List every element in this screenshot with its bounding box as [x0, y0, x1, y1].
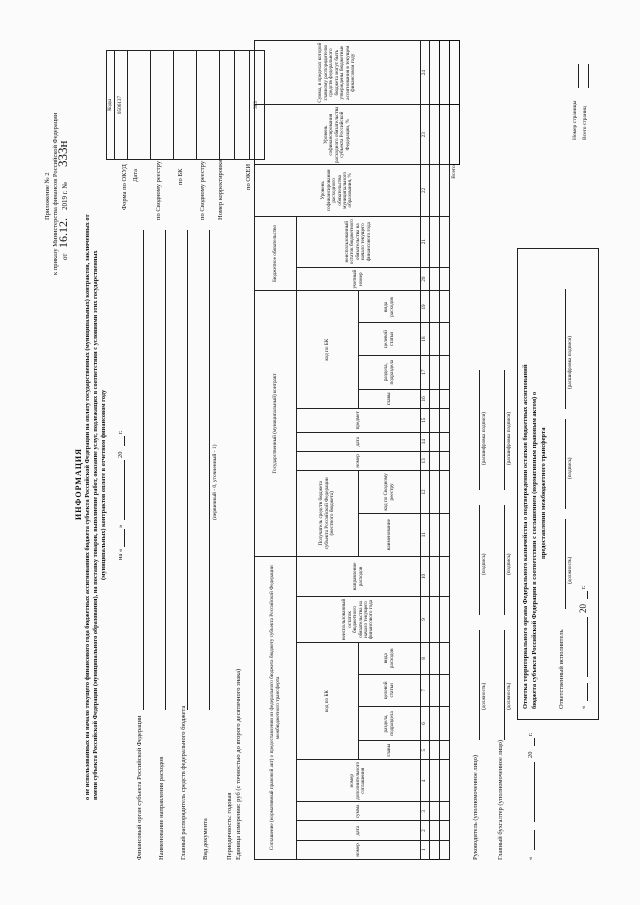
field-main-manager: Главный распорядитель средств федерального бюджета [180, 705, 187, 860]
th-level-municipal: Уровень софинансирования расходного обязательства муниципального образования, % [255, 165, 421, 216]
th-purpose: направление расходов [297, 556, 421, 597]
th-celevoi: целевой статьи [359, 674, 421, 706]
col-num: 20 [421, 267, 430, 291]
sign-date-prefix: « [527, 856, 534, 860]
code-okei: 383 [250, 51, 265, 160]
exec-date-g: г. [580, 585, 587, 589]
field-fin-organ: Финансовый орган субъекта Российской Федерации [136, 715, 143, 860]
th-vid: вида расходов [359, 642, 421, 674]
col-num: 24 [421, 41, 430, 105]
th-c-number: номер [297, 451, 421, 470]
col-num: 11 [421, 513, 430, 556]
code-reestr-2 [197, 51, 220, 160]
col-num: 1 [421, 840, 430, 859]
th-recipient-code: код по Сводному реестру [359, 471, 421, 514]
order-line: к приказу Министерства финансов Российской Федерации [52, 112, 59, 275]
label-bk: по БК [177, 168, 184, 185]
appendix-label: Приложение № 2 [44, 172, 51, 220]
col-num: 22 [421, 165, 430, 216]
exec-signature-hint: (подпись) [567, 457, 573, 479]
th-sum: сумма [297, 802, 421, 821]
order-date: 16.12. [56, 218, 70, 248]
head-decoding-hint: (расшифровка подписи) [481, 412, 487, 465]
label-date: Дата [132, 169, 139, 182]
treasury-title-3: предоставлении межбюджетного трансферта [540, 427, 547, 559]
field-periodicity: Периодичность: годовая [226, 792, 233, 860]
th-glava: главы [359, 741, 421, 760]
main-table [254, 40, 460, 860]
column-numbers-row [421, 41, 430, 860]
table-row [430, 41, 440, 860]
label-reestr: по Сводному реестру [155, 160, 162, 220]
col-num: 10 [421, 556, 430, 597]
codes-header: Коды [107, 51, 115, 160]
th-c-vid: вида расходов [359, 291, 421, 323]
field-units: Единица измерения: руб (с точностью до второго десятичного знака) [235, 668, 242, 860]
table-row [440, 41, 450, 860]
rotated-form [42, 40, 602, 860]
th-unused: неиспользованный остаток бюджетного обязательства на начало текущего финансового года [297, 597, 421, 642]
code-date [128, 51, 151, 160]
col-num: 19 [421, 291, 430, 323]
sign-date-g: г. [527, 732, 534, 736]
doc-type-hint: (первичный - 0, уточненный - 1) [212, 444, 218, 520]
code-correction [220, 51, 235, 160]
exec-date-prefix: « [580, 705, 587, 709]
col-num: 9 [421, 597, 430, 642]
label-correction: Номер корректировки [217, 159, 224, 220]
head-signature-hint: (подпись) [481, 553, 487, 575]
th-c-date: дата [297, 432, 421, 451]
acc-signature-hint: (подпись) [506, 553, 512, 575]
col-num: 16 [421, 389, 430, 408]
treasury-title-2: бюджета субъекта Российской Федерации в соответствии с соглашением (нормативным правовым актом) о [531, 391, 538, 709]
th-o-unused: неиспользованный остаток бюджетного обязательства на начало текущего финансового года [297, 216, 421, 267]
label-reestr-2: по Сводному реестру [199, 160, 206, 220]
col-num: 23 [421, 105, 430, 165]
acc-position-hint: (должность) [506, 682, 512, 710]
field-purpose: Наименование направления расходов [158, 756, 165, 860]
exec-position-hint: (должность) [567, 556, 573, 584]
field-doc-type: Вид документа [202, 818, 209, 860]
col-num: 7 [421, 674, 430, 706]
doc-subtitle-2: имени субъекта Российской Федерации (муниципального образования), на поставку товаров, выполнение работ, оказание услуг, подлежащих в соответствии с условиями этих государственных [92, 250, 99, 800]
sign-date-year: 20 [527, 751, 534, 758]
th-sum-limit: Сумма, в пределах которой главному распорядителю средств федерального бюджета могут быть утверждены бюджетные ассигнования в текущем финансовом году [255, 41, 421, 105]
col-num: 13 [421, 451, 430, 470]
col-num: 18 [421, 323, 430, 355]
treasury-box [517, 248, 599, 720]
col-num: 12 [421, 471, 430, 514]
exec-decoding-hint: (расшифровка подписи) [567, 336, 573, 389]
col-num: 5 [421, 741, 430, 760]
code-reestr [151, 51, 174, 160]
label-okud: Форма по ОКУД [121, 164, 128, 210]
th-c-glava: главы [359, 389, 421, 408]
th-c-kod-bk: код по БК [297, 291, 359, 409]
col-num: 3 [421, 802, 430, 821]
order-number: 333н [55, 140, 70, 167]
order-from: от [61, 253, 69, 260]
treasury-title-1: Отметка территориального органа Федерального казначейства о подтверждении остатков бюджетных ассигнований [522, 364, 529, 709]
doc-subtitle-1: о не использованных на начало текущего финансового года бюджетных ассигнованиях бюджета субъекта Российской Федерации на оплату государственных (муниципальных) контрактов, заключенных от [84, 214, 91, 800]
date-prefix: на « [117, 548, 124, 560]
th-agreement: Соглашение (нормативный правовой акт) о предоставлении из федерального бюджета бюджету субъекта Российской Федерации межбюджетного трансферта [255, 556, 297, 859]
th-obligation: Бюджетное обязательство [255, 216, 297, 291]
executor-label: Ответственный исполнитель [558, 629, 565, 709]
table-total-row [450, 41, 460, 860]
total-label: Всего [450, 165, 457, 179]
accountant-label: Главный бухгалтер (уполномоченное лицо) [497, 739, 504, 860]
th-level-subject: Уровень софинансирования расходного обязательства субъекта Российской Федерации, % [255, 105, 421, 165]
col-num: 6 [421, 706, 430, 740]
col-num: 14 [421, 432, 430, 451]
th-revision: номер дополнительного соглашения [297, 760, 421, 802]
page-number-label: Номер страницы [572, 100, 578, 140]
th-contract: Государственный (муниципальный) контракт [255, 291, 297, 556]
pages-total-label: Всего страниц [582, 106, 588, 140]
head-position-hint: (должность) [481, 682, 487, 710]
date-year: 20 [117, 451, 124, 458]
th-uchet: учетный номер [297, 267, 421, 291]
doc-subtitle-3: (муниципальных) контрактов оплате в отчетном финансовом году [100, 389, 107, 580]
th-c-celevoi: целевой статьи [359, 323, 421, 355]
th-c-razdel: раздела, подраздела [359, 355, 421, 389]
code-bk [174, 51, 197, 160]
exec-date-year: 20 [578, 604, 588, 613]
head-label: Руководитель (уполномоченное лицо) [472, 754, 479, 860]
date-g: г. [117, 430, 124, 434]
col-num: 15 [421, 409, 430, 433]
col-num: 2 [421, 821, 430, 840]
col-num: 4 [421, 760, 430, 802]
th-recipient-name: наименование [359, 513, 421, 556]
col-num: 21 [421, 216, 430, 267]
th-recipient: Получатель средств бюджета субъекта Российской Федерации (местного бюджета) [297, 471, 359, 557]
acc-decoding-hint: (расшифровка подписи) [506, 412, 512, 465]
col-num: 17 [421, 355, 430, 389]
th-date: дата [297, 821, 421, 840]
th-c-predmet: предмет [297, 409, 421, 433]
codes-box [106, 50, 265, 160]
th-kod-bk: код по БК [297, 642, 359, 760]
th-number: номер [297, 840, 421, 859]
code-okud: 0506137 [115, 51, 128, 160]
code-blank [235, 51, 250, 160]
date-mid: » [117, 524, 124, 528]
label-okei: по ОКЕИ [245, 163, 252, 190]
th-razdel: раздела, подраздела [359, 706, 421, 740]
doc-title: ИНФОРМАЦИЯ [74, 448, 83, 520]
col-num: 8 [421, 642, 430, 674]
order-year: 2019 г. № [61, 181, 69, 210]
